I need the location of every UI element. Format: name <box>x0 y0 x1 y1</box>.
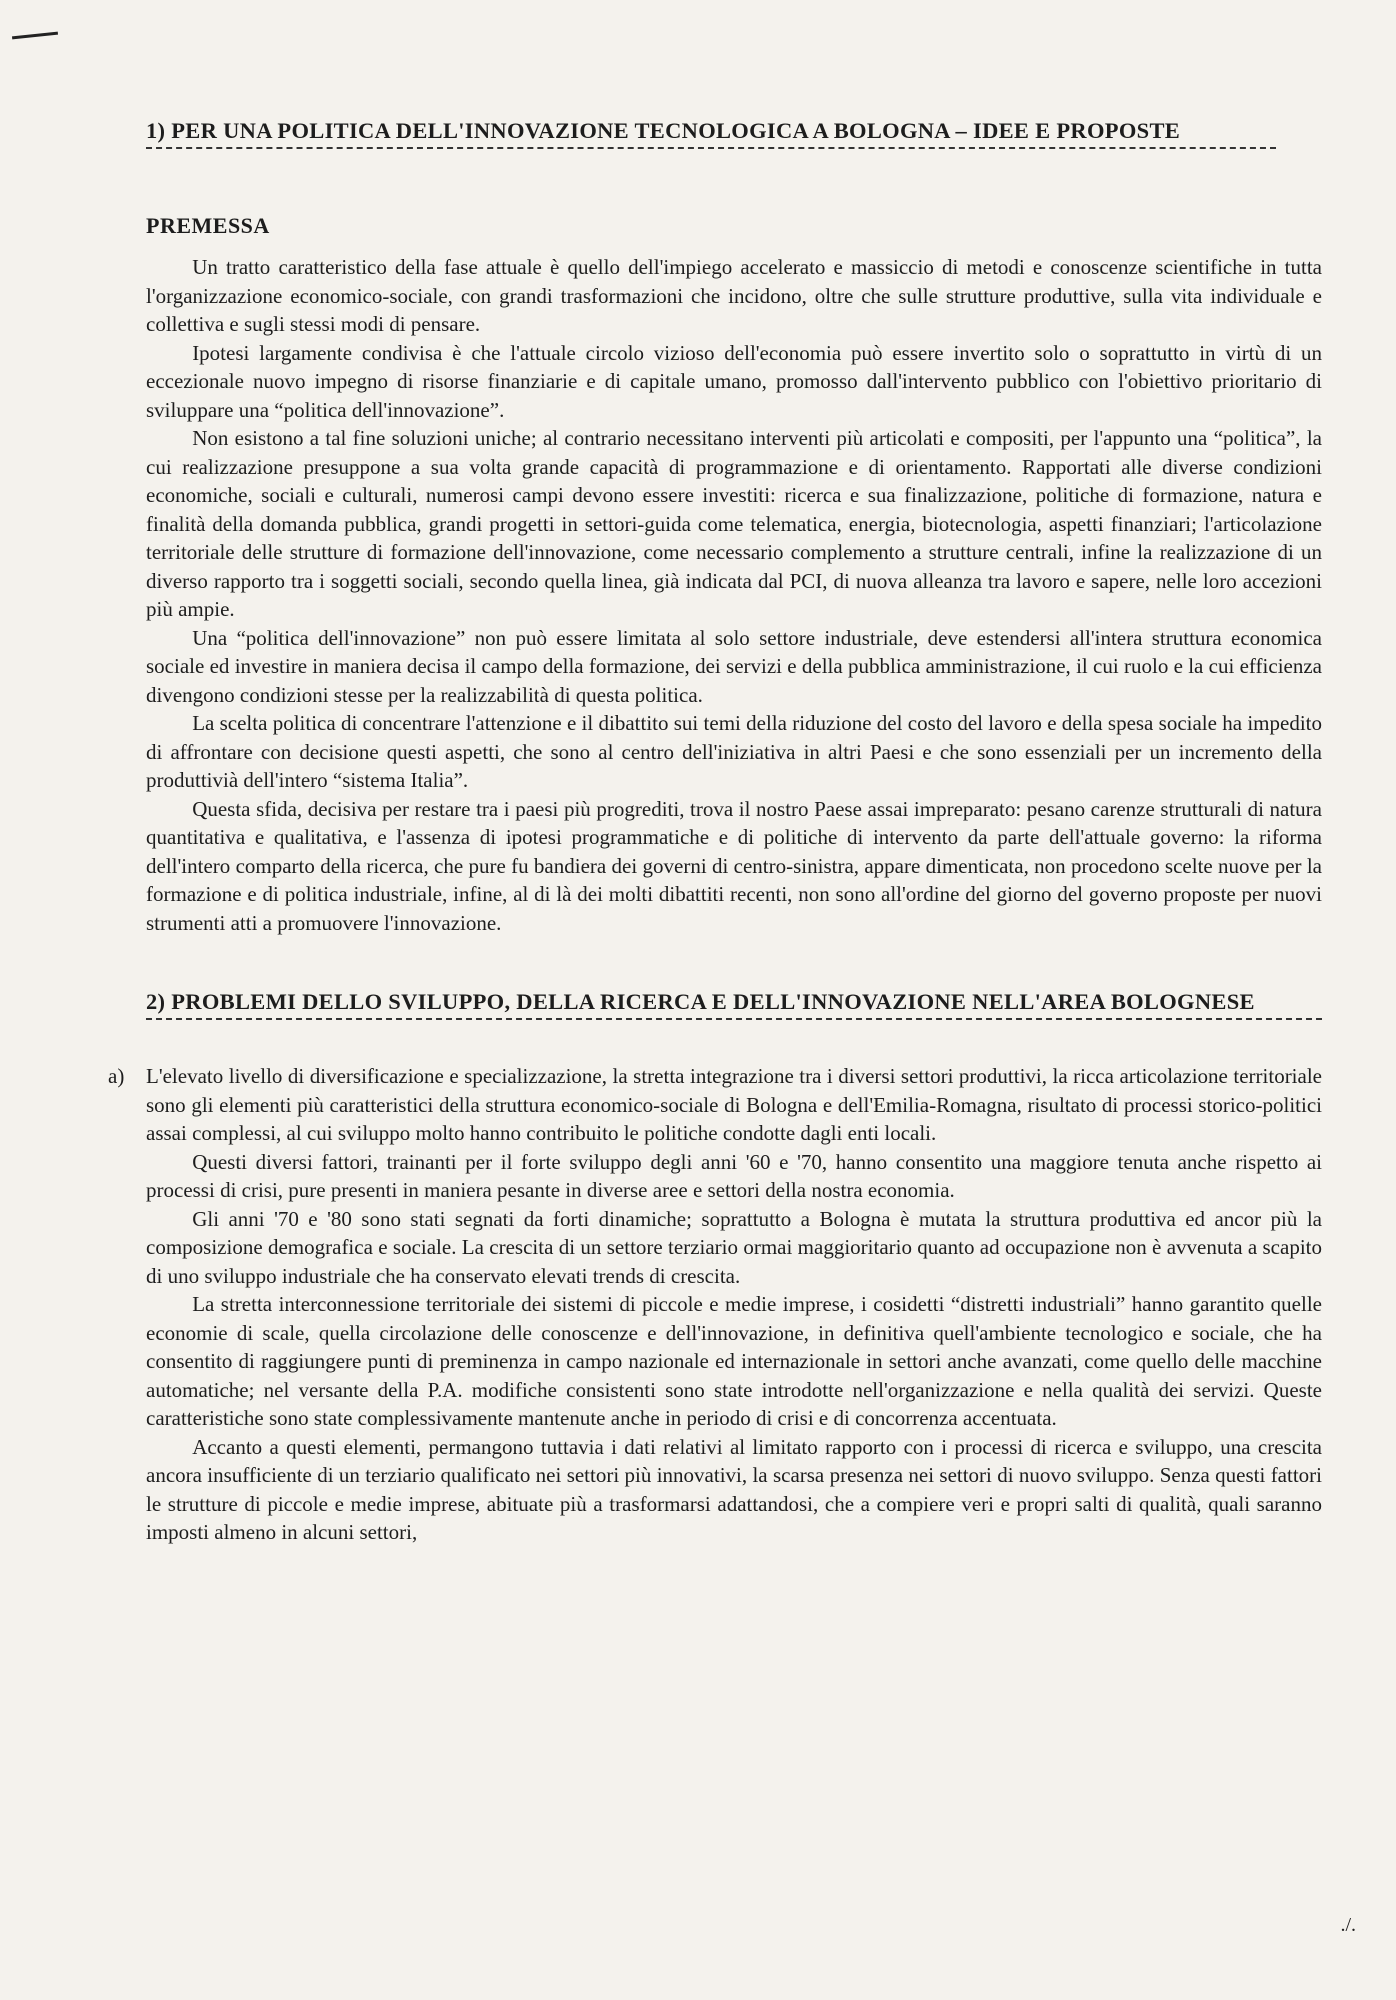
section-1-paragraph: Questa sfida, decisiva per restare tra i paesi più progrediti, trova il nostro Paese assai impreparato: pesano carenze strutturali di natura quantitativa e qualitativa, e l'assenza di ipotesi programmatiche e di politiche di intervento da parte dell'attuale governo: la riforma dell'intero comparto della ricerca, che pure fu bandiera dei governi di centro-sinistra, appare dimenticata, non procedono scelte nuove per la formazione e di politica industriale, infine, al di là dei molti dibattiti recenti, non sono all'ordine del giorno del governo proposte per nuovi strumenti atti a promuovere l'innovazione. <box>146 796 1322 935</box>
continuation-mark: ./. <box>1340 1914 1356 1936</box>
document-body <box>108 118 1322 1547</box>
section-1-paragraph: La scelta politica di concentrare l'attenzione e il dibattito sui temi della riduzione del costo del lavoro e della spesa sociale ha impedito di affrontare con decisione questi aspetti, che sono al centro dell'iniziativa in altri Paesi e che sono essenziali per un incremento della produttivià dell'intero “sistema Italia”. <box>146 711 1322 792</box>
section-1-paragraph: Non esistono a tal fine soluzioni uniche; al contrario necessitano interventi più articolati e compositi, per l'appunto una “politica”, la cui realizzazione presuppone a sua volta grande capacità di programmazione e di orientamento. Rapportati alle diverse condizioni economiche, sociali e culturali, numerosi campi devono essere investiti: ricerca e sua finalizzazione, politiche di formazione, natura e finalità della domanda pubblica, grandi progetti in settori-guida come telematica, energia, biotecnologia, aspetti finanziari; l'articolazione territoriale delle strutture di formazione dell'innovazione, come necessario complemento a strutture centrali, infine la realizzazione di un diverso rapporto tra i soggetti sociali, secondo quella linea, già indicata dal PCI, di nuova alleanza tra lavoro e sapere, nelle loro accezioni più ampie. <box>146 426 1322 621</box>
premessa-heading: PREMESSA <box>146 213 270 238</box>
pen-mark <box>12 32 58 40</box>
section-1-paragraph: Un tratto caratteristico della fase attuale è quello dell'impiego accelerato e massiccio di metodi e conoscenze scientifiche in tutta l'organizzazione economico-sociale, con grandi trasformazioni che incidono, oltre che sulle strutture produttive, sulla vita individuale e collettiva e sugli stessi modi di pensare. <box>146 255 1322 336</box>
section-1-paragraph: Ipotesi largamente condivisa è che l'attuale circolo vizioso dell'economia può essere invertito solo o soprattutto in virtù di un eccezionale nuovo impegno di risorse finanziarie e di capitale umano, promosso dall'intervento pubblico con l'obiettivo prioritario di sviluppare una “politica dell'innovazione”. <box>146 340 1322 422</box>
section-2-paragraph: Questi diversi fattori, trainanti per il forte sviluppo degli anni '60 e '70, hanno consentito una maggiore tenuta anche rispetto ai processi di crisi, pure presenti in maniera pesante in diverse aree e settori della nostra economia. <box>146 1149 1322 1202</box>
item-label: a) <box>108 1064 125 1088</box>
section-2-paragraph: L'elevato livello di diversificazione e specializzazione, la stretta integrazione tra i diversi settori produttivi, la ricca articolazione territoriale sono gli elementi più caratteristici della struttura economico-sociale di Bologna e dell'Emilia-Romagna, risultato di processi storico-politici assai complessi, al cui sviluppo molto hanno contribuito le politiche condotte dagli enti locali. <box>146 1064 1322 1145</box>
section-2-paragraph: La stretta interconnessione territoriale dei sistemi di piccole e medie imprese, i cosidetti “distretti industriali” hanno garantito quelle economie di scale, quella circolazione delle conoscenze e dell'innovazione, in definitiva quell'ambiente tecnologico e sociale, che ha consentito di raggiungere punti di preminenza in campo nazionale ed internazionale in settori anche avanzati, come quello delle macchine automatiche; nel versante della P.A. modifiche consistenti sono state introdotte nell'organizzazione e nella qualità dei servizi. Queste caratteristiche sono state complessivamente mantenute anche in periodo di crisi e di concorrenza accentuata. <box>146 1292 1322 1430</box>
section-1-paragraph: Una “politica dell'innovazione” non può essere limitata al solo settore industriale, deve estendersi all'intera struttura economica sociale ed investire in maniera decisa il campo della formazione, dei servizi e della pubblica amministrazione, il cui ruolo e la cui efficienza divengono condizioni stesse per la realizzabilità di questa politica. <box>146 625 1322 707</box>
section-1-heading: 1) PER UNA POLITICA DELL'INNOVAZIONE TECNOLOGICA A BOLOGNA – IDEE E PROPOSTE <box>146 118 1276 149</box>
section-2-item-a <box>108 1062 1322 1547</box>
section-2-heading: 2) PROBLEMI DELLO SVILUPPO, DELLA RICERCA E DELL'INNOVAZIONE NELL'AREA BOLOGNESE <box>146 989 1322 1020</box>
section-2-paragraph: Accanto a questi elementi, permangono tuttavia i dati relativi al limitato rapporto con i processi di ricerca e sviluppo, una crescita ancora insufficiente di un terziario qualificato nei settori più innovativi, la scarsa presenza nei settori di nuovo sviluppo. Senza questi fattori le strutture di piccole e medie imprese, abituate più a trasformarsi adattandosi, che a compiere veri e propri salti di qualità, quali saranno imposti almeno in alcuni settori, <box>146 1434 1322 1544</box>
section-2-paragraph: Gli anni '70 e '80 sono stati segnati da forti dinamiche; soprattutto a Bologna è mutata la struttura produttiva ed ancor più la composizione demografica e sociale. La crescita di un settore terziario ormai maggioritario quanto ad occupazione non è avvenuta a scapito di uno sviluppo industriale che ha conservato elevati trends di crescita. <box>146 1206 1322 1288</box>
